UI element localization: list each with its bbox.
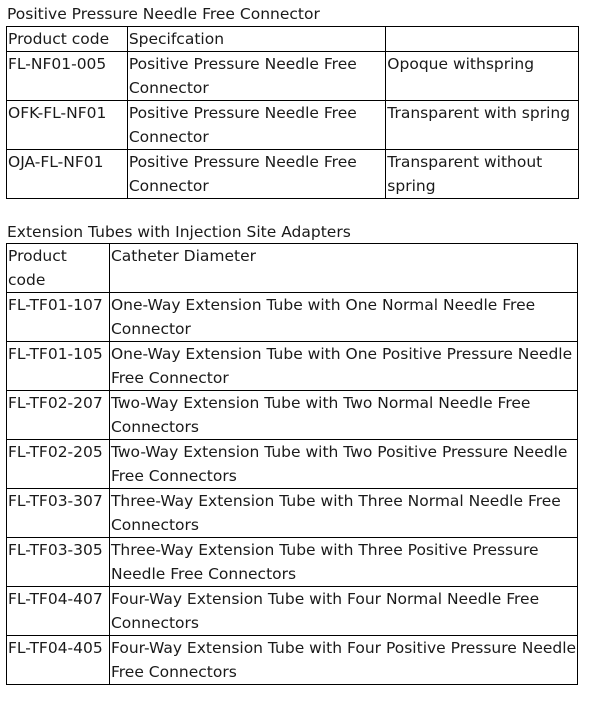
table-row (7, 101, 579, 150)
specification-cell: Positive Pressure Needle Free Connector (127, 52, 385, 101)
connector-table (6, 26, 579, 199)
section-title-extension-tubes: Extension Tubes with Injection Site Adapters (7, 223, 351, 241)
product-code-cell: FL-TF04-407 (7, 587, 110, 636)
table-row (7, 52, 579, 101)
table-row (7, 538, 578, 587)
description-cell: One-Way Extension Tube with One Normal Needle Free Connector (109, 293, 577, 342)
product-code-cell: FL-TF02-205 (7, 440, 110, 489)
product-code-cell: FL-TF03-307 (7, 489, 110, 538)
table-row (7, 440, 578, 489)
table-row (7, 293, 578, 342)
section-title-connector: Positive Pressure Needle Free Connector (7, 5, 320, 23)
table-header-row (7, 244, 578, 293)
product-code-cell: OJA-FL-NF01 (7, 150, 128, 199)
specification-cell: Positive Pressure Needle Free Connector (127, 150, 385, 199)
product-code-cell: FL-TF03-305 (7, 538, 110, 587)
description-cell: Three-Way Extension Tube with Three Positive Pressure Needle Free Connectors (109, 538, 577, 587)
table-row (7, 391, 578, 440)
product-code-cell: FL-TF04-405 (7, 636, 110, 685)
product-code-cell: FL-NF01-005 (7, 52, 128, 101)
description-cell: Four-Way Extension Tube with Four Normal Needle Free Connectors (109, 587, 577, 636)
type-cell: Opoque withspring (386, 52, 579, 101)
type-cell: Transparent with spring (386, 101, 579, 150)
table-row (7, 587, 578, 636)
table-row (7, 489, 578, 538)
header-empty (386, 27, 579, 52)
description-cell: Two-Way Extension Tube with Two Positive Pressure Needle Free Connectors (109, 440, 577, 489)
specification-cell: Positive Pressure Needle Free Connector (127, 101, 385, 150)
table-row (7, 636, 578, 685)
table-row (7, 150, 579, 199)
header-product-code: Product code (7, 27, 128, 52)
description-cell: Three-Way Extension Tube with Three Normal Needle Free Connectors (109, 489, 577, 538)
header-catheter-diameter: Catheter Diameter (109, 244, 577, 293)
description-cell: Two-Way Extension Tube with Two Normal Needle Free Connectors (109, 391, 577, 440)
description-cell: Four-Way Extension Tube with Four Positive Pressure Needle Free Connectors (109, 636, 577, 685)
header-product-code: Product code (7, 244, 110, 293)
table-row (7, 342, 578, 391)
description-cell: One-Way Extension Tube with One Positive Pressure Needle Free Connector (109, 342, 577, 391)
product-code-cell: FL-TF01-105 (7, 342, 110, 391)
header-specification: Specifcation (127, 27, 385, 52)
product-code-cell: FL-TF02-207 (7, 391, 110, 440)
product-code-cell: OFK-FL-NF01 (7, 101, 128, 150)
table-header-row (7, 27, 579, 52)
type-cell: Transparent without spring (386, 150, 579, 199)
product-code-cell: FL-TF01-107 (7, 293, 110, 342)
extension-tubes-table (6, 243, 578, 685)
